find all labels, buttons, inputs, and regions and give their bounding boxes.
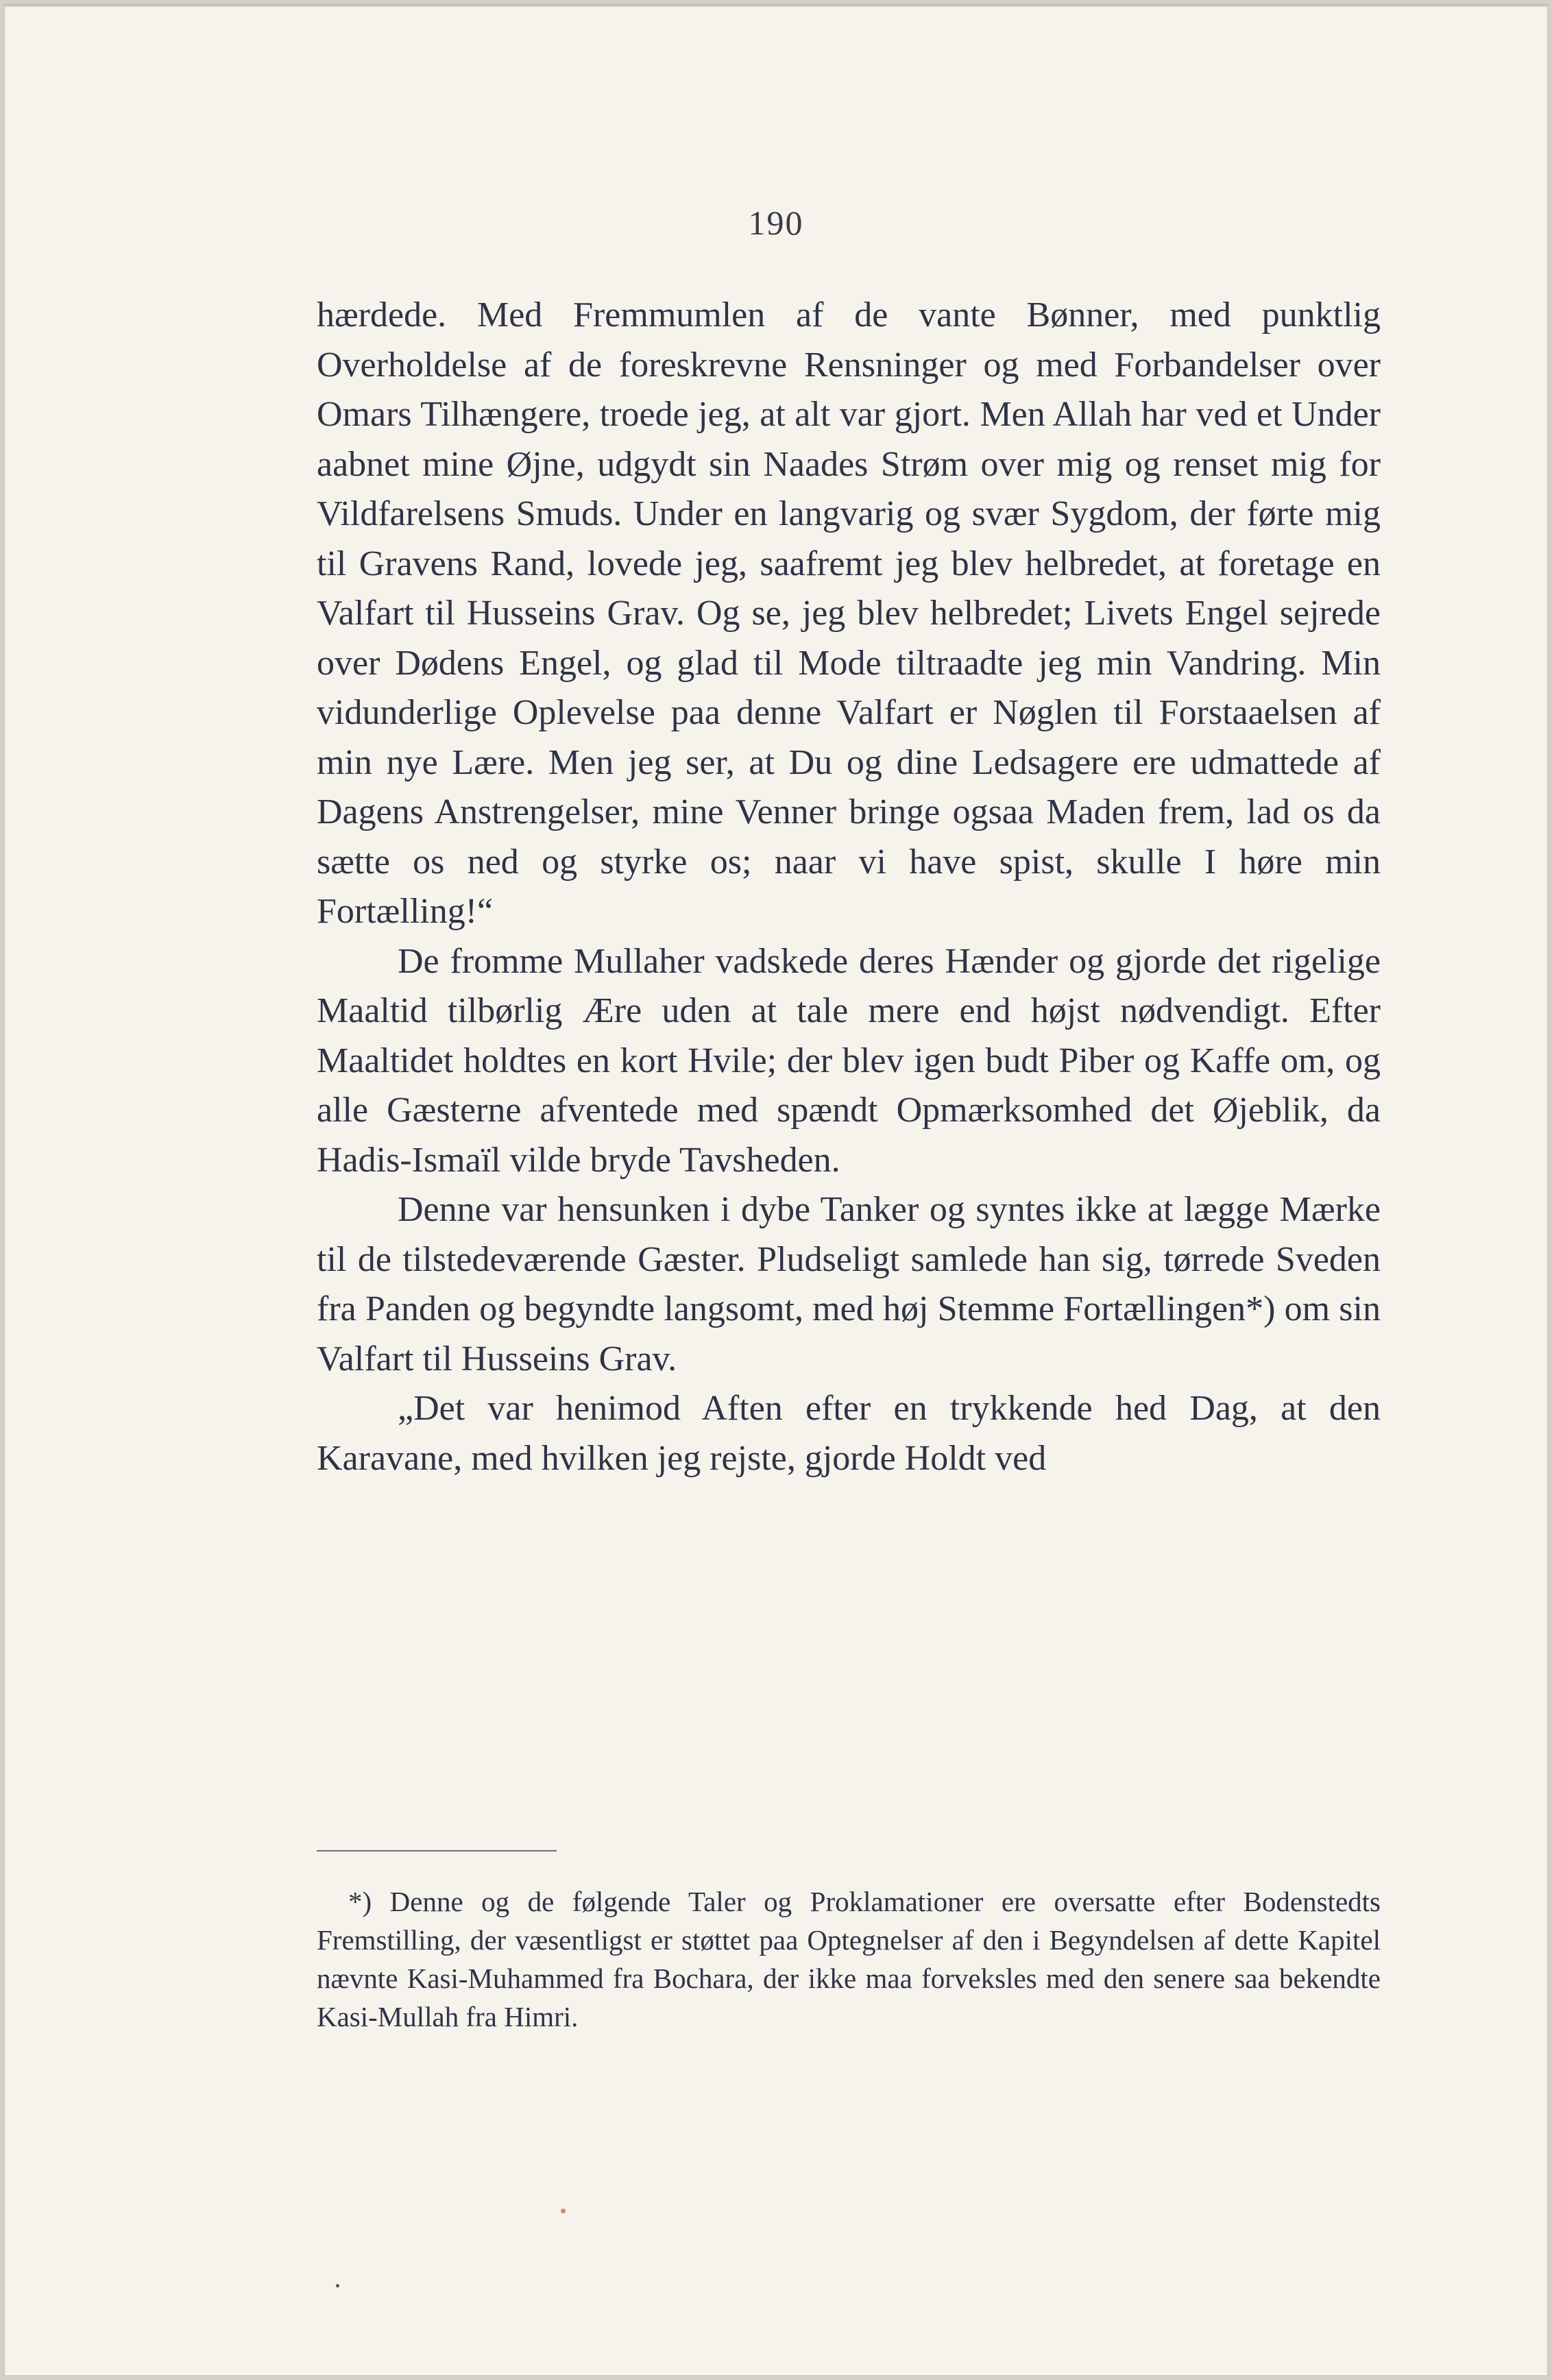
paragraph-3: Denne var hensunken i dybe Tanker og syntes ikke at lægge Mærke til de tilstedeværende Gæster. Pludseligt samlede han sig, tørrede Sveden fra Panden og begyndte langsomt, med høj Stemme Fortællingen*) om sin Valfart til Husseins Grav. <box>317 1190 1381 1379</box>
paper-speck <box>561 2209 566 2213</box>
page-top-edge <box>4 4 1548 7</box>
paragraph-4: „Det var henimod Aften efter en trykkende hed Dag, at den Karavane, med hvilken jeg rejste, gjorde Holdt ved <box>317 1389 1381 1478</box>
paragraph-2: De fromme Mullaher vadskede deres Hænder og gjorde det rigelige Maaltid tilbørlig Ære uden at tale mere end højst nødvendigt. Efter Maaltidet holdtes en kort Hvile; der blev igen budt Piber og Kaffe om, og alle Gæsterne afventede med spændt Opmærksomhed det Øjeblik, da Hadis-Ismaïl vilde bryde Tavsheden. <box>317 941 1381 1180</box>
footnote-separator <box>317 1850 557 1851</box>
page-number: 190 <box>748 204 804 242</box>
main-text <box>317 291 1381 1483</box>
paper-speck <box>336 2284 339 2287</box>
book-page <box>4 4 1548 2376</box>
paragraph-1: hærdede. Med Fremmumlen af de vante Bønner, med punktlig Overholdelse af de foreskrevne Rensninger og med Forbandelser over Omars Tilhængere, troede jeg, at alt var gjort. Men Allah har ved et Under aabnet mine Øjne, udgydt sin Naades Strøm over mig og renset mig for Vildfarelsens Smuds. Under en langvarig og svær Sygdom, der førte mig til Gravens Rand, lovede jeg, saafremt jeg blev helbredet, at foretage en Valfart til Husseins Grav. Og se, jeg blev helbredet; Livets Engel sejrede over Dødens Engel, og glad til Mode tiltraadte jeg min Vandring. Min vidunderlige Oplevelse paa denne Valfart er Nøglen til Forstaaelsen af min nye Lære. Men jeg ser, at Du og dine Ledsagere ere udmattede af Dagens Anstrengelser, mine Venner bringe ogsaa Maden frem, lad os da sætte os ned og styrke os; naar vi have spist, skulle I høre min Fortælling!“ <box>317 295 1381 931</box>
footnote: *) Denne og de følgende Taler og Proklamationer ere oversatte efter Bodenstedts Fremstilling, der væsentligst er støttet paa Optegnelser af den i Begyndelsen af dette Kapitel nævnte Kasi-Muhammed fra Bochara, der ikke maa forveksles med den senere saa bekendte Kasi-Mullah fra Himri. <box>317 1886 1381 2032</box>
